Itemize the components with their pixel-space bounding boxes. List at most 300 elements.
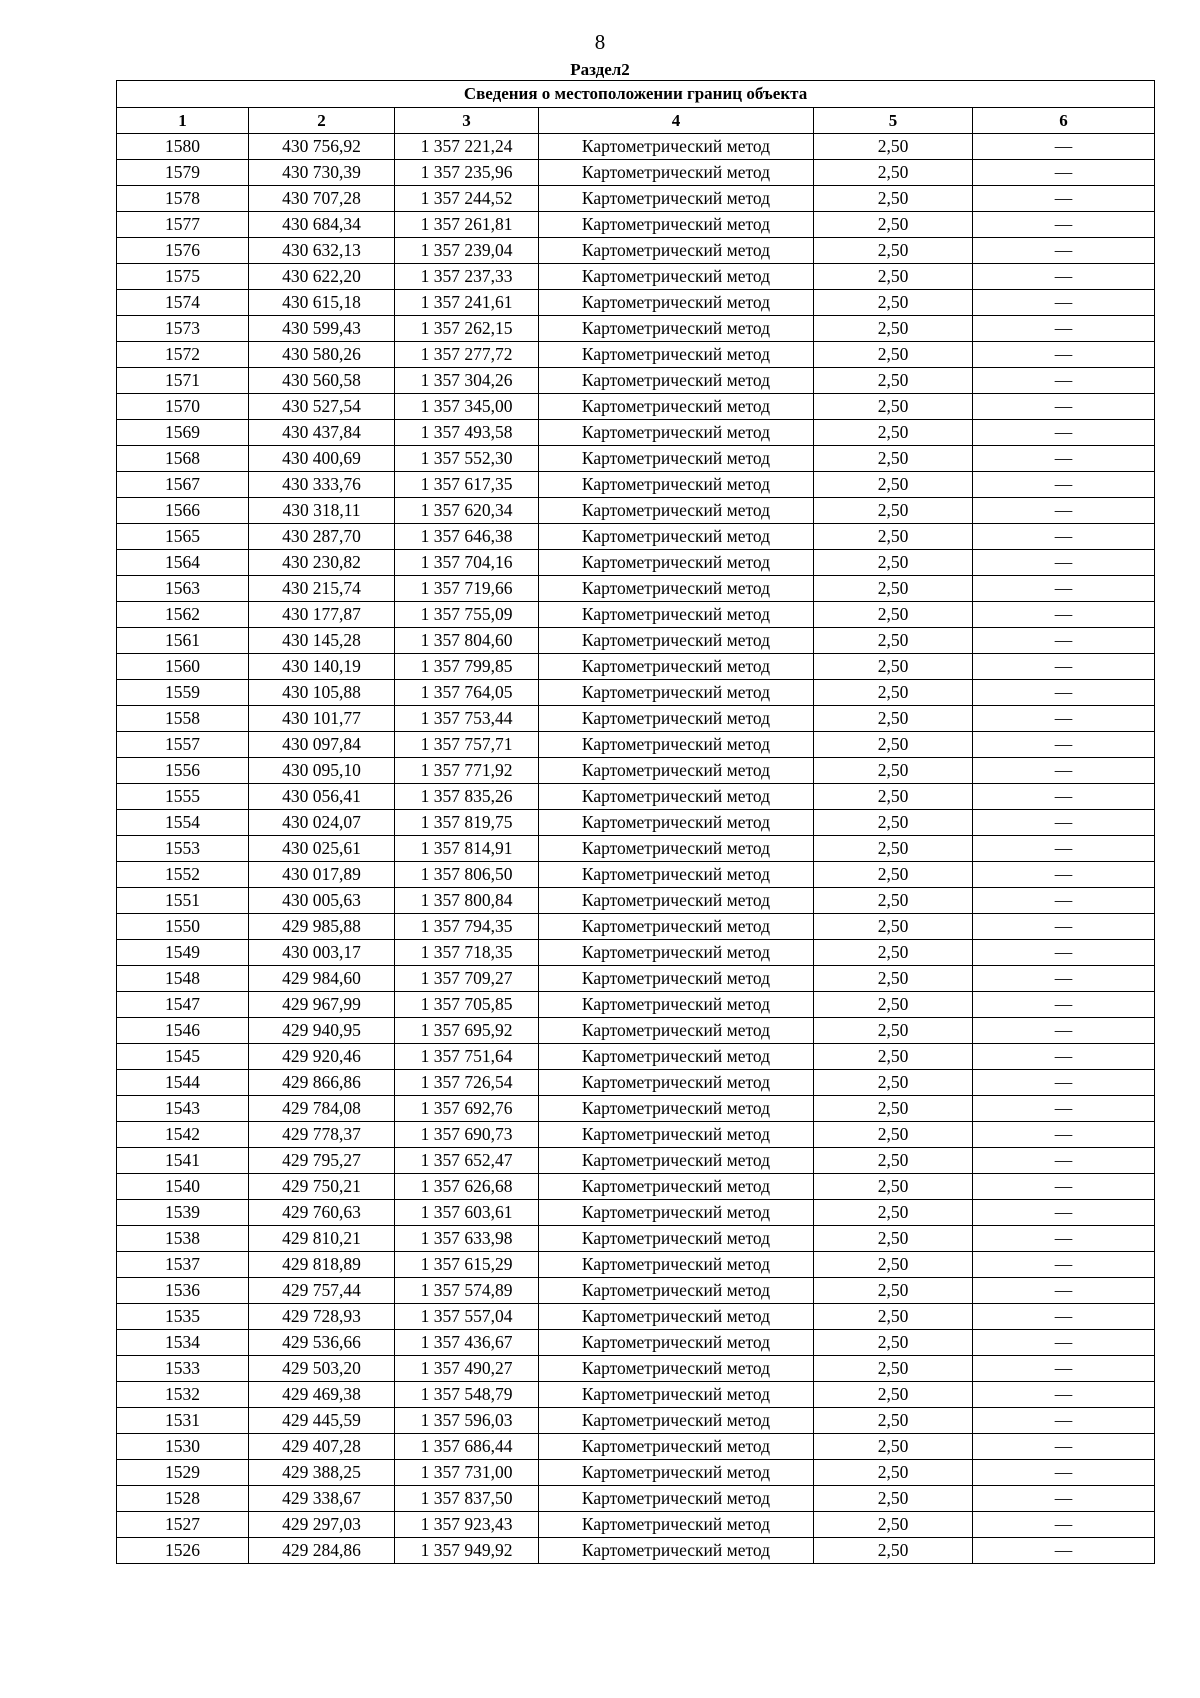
- x-coordinate-cell: 430 105,88: [249, 680, 395, 706]
- description-cell: —: [973, 784, 1155, 810]
- table-caption: Сведения о местоположении границ объекта: [117, 81, 1155, 108]
- column-number: 5: [814, 108, 973, 134]
- method-cell: Картометрический метод: [539, 888, 814, 914]
- description-cell: —: [973, 940, 1155, 966]
- point-number-cell: 1580: [117, 134, 249, 160]
- description-cell: —: [973, 914, 1155, 940]
- point-number-cell: 1535: [117, 1304, 249, 1330]
- description-cell: —: [973, 836, 1155, 862]
- method-cell: Картометрический метод: [539, 1434, 814, 1460]
- method-cell: Картометрический метод: [539, 368, 814, 394]
- description-cell: —: [973, 316, 1155, 342]
- y-coordinate-cell: 1 357 596,03: [395, 1408, 539, 1434]
- x-coordinate-cell: 429 338,67: [249, 1486, 395, 1512]
- table-row: [117, 1356, 1155, 1382]
- point-number-cell: 1578: [117, 186, 249, 212]
- point-number-cell: 1572: [117, 342, 249, 368]
- table-row: [117, 524, 1155, 550]
- y-coordinate-cell: 1 357 490,27: [395, 1356, 539, 1382]
- x-coordinate-cell: 429 795,27: [249, 1148, 395, 1174]
- table-row: [117, 394, 1155, 420]
- point-number-cell: 1539: [117, 1200, 249, 1226]
- point-number-cell: 1574: [117, 290, 249, 316]
- description-cell: —: [973, 264, 1155, 290]
- description-cell: —: [973, 1096, 1155, 1122]
- accuracy-cell: 2,50: [814, 1044, 973, 1070]
- accuracy-cell: 2,50: [814, 342, 973, 368]
- method-cell: Картометрический метод: [539, 1512, 814, 1538]
- description-cell: —: [973, 602, 1155, 628]
- accuracy-cell: 2,50: [814, 1304, 973, 1330]
- x-coordinate-cell: 430 437,84: [249, 420, 395, 446]
- method-cell: Картометрический метод: [539, 1070, 814, 1096]
- description-cell: —: [973, 1226, 1155, 1252]
- x-coordinate-cell: 430 318,11: [249, 498, 395, 524]
- table-row: [117, 654, 1155, 680]
- page-number: 8: [594, 30, 606, 54]
- method-cell: Картометрический метод: [539, 1122, 814, 1148]
- x-coordinate-cell: 430 003,17: [249, 940, 395, 966]
- point-number-cell: 1542: [117, 1122, 249, 1148]
- method-cell: Картометрический метод: [539, 1018, 814, 1044]
- method-cell: Картометрический метод: [539, 992, 814, 1018]
- x-coordinate-cell: 429 760,63: [249, 1200, 395, 1226]
- description-cell: —: [973, 1252, 1155, 1278]
- accuracy-cell: 2,50: [814, 160, 973, 186]
- description-cell: —: [973, 576, 1155, 602]
- x-coordinate-cell: 429 920,46: [249, 1044, 395, 1070]
- point-number-cell: 1562: [117, 602, 249, 628]
- description-cell: —: [973, 212, 1155, 238]
- y-coordinate-cell: 1 357 794,35: [395, 914, 539, 940]
- x-coordinate-cell: 429 985,88: [249, 914, 395, 940]
- point-number-cell: 1530: [117, 1434, 249, 1460]
- accuracy-cell: 2,50: [814, 1070, 973, 1096]
- method-cell: Картометрический метод: [539, 862, 814, 888]
- accuracy-cell: 2,50: [814, 1512, 973, 1538]
- description-cell: —: [973, 368, 1155, 394]
- method-cell: Картометрический метод: [539, 1174, 814, 1200]
- y-coordinate-cell: 1 357 304,26: [395, 368, 539, 394]
- accuracy-cell: 2,50: [814, 134, 973, 160]
- table-row: [117, 1460, 1155, 1486]
- accuracy-cell: 2,50: [814, 238, 973, 264]
- x-coordinate-cell: 429 750,21: [249, 1174, 395, 1200]
- accuracy-cell: 2,50: [814, 576, 973, 602]
- x-coordinate-cell: 429 778,37: [249, 1122, 395, 1148]
- method-cell: Картометрический метод: [539, 1486, 814, 1512]
- y-coordinate-cell: 1 357 262,15: [395, 316, 539, 342]
- y-coordinate-cell: 1 357 686,44: [395, 1434, 539, 1460]
- table-row: [117, 264, 1155, 290]
- y-coordinate-cell: 1 357 731,00: [395, 1460, 539, 1486]
- description-cell: —: [973, 342, 1155, 368]
- method-cell: Картометрический метод: [539, 212, 814, 238]
- table-row: [117, 1278, 1155, 1304]
- accuracy-cell: 2,50: [814, 1148, 973, 1174]
- point-number-cell: 1529: [117, 1460, 249, 1486]
- y-coordinate-cell: 1 357 690,73: [395, 1122, 539, 1148]
- x-coordinate-cell: 430 756,92: [249, 134, 395, 160]
- y-coordinate-cell: 1 357 719,66: [395, 576, 539, 602]
- y-coordinate-cell: 1 357 923,43: [395, 1512, 539, 1538]
- x-coordinate-cell: 430 005,63: [249, 888, 395, 914]
- y-coordinate-cell: 1 357 819,75: [395, 810, 539, 836]
- accuracy-cell: 2,50: [814, 758, 973, 784]
- description-cell: —: [973, 134, 1155, 160]
- table-body: [117, 134, 1155, 1564]
- y-coordinate-cell: 1 357 709,27: [395, 966, 539, 992]
- accuracy-cell: 2,50: [814, 1460, 973, 1486]
- y-coordinate-cell: 1 357 799,85: [395, 654, 539, 680]
- point-number-cell: 1547: [117, 992, 249, 1018]
- accuracy-cell: 2,50: [814, 212, 973, 238]
- point-number-cell: 1575: [117, 264, 249, 290]
- point-number-cell: 1557: [117, 732, 249, 758]
- x-coordinate-cell: 430 632,13: [249, 238, 395, 264]
- table-row: [117, 706, 1155, 732]
- table-row: [117, 1252, 1155, 1278]
- table-row: [117, 1382, 1155, 1408]
- table-row: [117, 914, 1155, 940]
- point-number-cell: 1555: [117, 784, 249, 810]
- method-cell: Картометрический метод: [539, 1304, 814, 1330]
- x-coordinate-cell: 430 560,58: [249, 368, 395, 394]
- method-cell: Картометрический метод: [539, 238, 814, 264]
- x-coordinate-cell: 429 503,20: [249, 1356, 395, 1382]
- description-cell: —: [973, 1018, 1155, 1044]
- table-row: [117, 1096, 1155, 1122]
- y-coordinate-cell: 1 357 574,89: [395, 1278, 539, 1304]
- description-cell: —: [973, 1356, 1155, 1382]
- accuracy-cell: 2,50: [814, 420, 973, 446]
- table-row: [117, 1226, 1155, 1252]
- table-row: [117, 1148, 1155, 1174]
- point-number-cell: 1532: [117, 1382, 249, 1408]
- method-cell: Картометрический метод: [539, 134, 814, 160]
- x-coordinate-cell: 430 140,19: [249, 654, 395, 680]
- table-row: [117, 992, 1155, 1018]
- method-cell: Картометрический метод: [539, 524, 814, 550]
- accuracy-cell: 2,50: [814, 186, 973, 212]
- x-coordinate-cell: 429 445,59: [249, 1408, 395, 1434]
- description-cell: —: [973, 550, 1155, 576]
- y-coordinate-cell: 1 357 620,34: [395, 498, 539, 524]
- description-cell: —: [973, 1330, 1155, 1356]
- point-number-cell: 1560: [117, 654, 249, 680]
- x-coordinate-cell: 429 866,86: [249, 1070, 395, 1096]
- table-row: [117, 1538, 1155, 1564]
- table-row: [117, 290, 1155, 316]
- x-coordinate-cell: 429 940,95: [249, 1018, 395, 1044]
- point-number-cell: 1527: [117, 1512, 249, 1538]
- method-cell: Картометрический метод: [539, 1460, 814, 1486]
- accuracy-cell: 2,50: [814, 498, 973, 524]
- y-coordinate-cell: 1 357 771,92: [395, 758, 539, 784]
- method-cell: Картометрический метод: [539, 1330, 814, 1356]
- x-coordinate-cell: 430 707,28: [249, 186, 395, 212]
- point-number-cell: 1552: [117, 862, 249, 888]
- accuracy-cell: 2,50: [814, 940, 973, 966]
- y-coordinate-cell: 1 357 626,68: [395, 1174, 539, 1200]
- y-coordinate-cell: 1 357 949,92: [395, 1538, 539, 1564]
- method-cell: Картометрический метод: [539, 758, 814, 784]
- x-coordinate-cell: 430 215,74: [249, 576, 395, 602]
- point-number-cell: 1565: [117, 524, 249, 550]
- accuracy-cell: 2,50: [814, 654, 973, 680]
- point-number-cell: 1570: [117, 394, 249, 420]
- point-number-cell: 1561: [117, 628, 249, 654]
- table-row: [117, 810, 1155, 836]
- description-cell: —: [973, 992, 1155, 1018]
- point-number-cell: 1563: [117, 576, 249, 602]
- y-coordinate-cell: 1 357 751,64: [395, 1044, 539, 1070]
- point-number-cell: 1554: [117, 810, 249, 836]
- y-coordinate-cell: 1 357 726,54: [395, 1070, 539, 1096]
- y-coordinate-cell: 1 357 757,71: [395, 732, 539, 758]
- description-cell: —: [973, 524, 1155, 550]
- description-cell: —: [973, 394, 1155, 420]
- y-coordinate-cell: 1 357 548,79: [395, 1382, 539, 1408]
- accuracy-cell: 2,50: [814, 1174, 973, 1200]
- point-number-cell: 1538: [117, 1226, 249, 1252]
- section-title: Раздел2: [570, 60, 630, 79]
- table-row: [117, 1434, 1155, 1460]
- x-coordinate-cell: 429 784,08: [249, 1096, 395, 1122]
- accuracy-cell: 2,50: [814, 1200, 973, 1226]
- accuracy-cell: 2,50: [814, 1096, 973, 1122]
- table-row: [117, 550, 1155, 576]
- accuracy-cell: 2,50: [814, 472, 973, 498]
- accuracy-cell: 2,50: [814, 628, 973, 654]
- point-number-cell: 1550: [117, 914, 249, 940]
- y-coordinate-cell: 1 357 552,30: [395, 446, 539, 472]
- y-coordinate-cell: 1 357 800,84: [395, 888, 539, 914]
- method-cell: Картометрический метод: [539, 1096, 814, 1122]
- point-number-cell: 1569: [117, 420, 249, 446]
- method-cell: Картометрический метод: [539, 1356, 814, 1382]
- accuracy-cell: 2,50: [814, 264, 973, 290]
- x-coordinate-cell: 430 622,20: [249, 264, 395, 290]
- table-row: [117, 420, 1155, 446]
- method-cell: Картометрический метод: [539, 420, 814, 446]
- table-row: [117, 1018, 1155, 1044]
- method-cell: Картометрический метод: [539, 550, 814, 576]
- x-coordinate-cell: 430 580,26: [249, 342, 395, 368]
- x-coordinate-cell: 430 145,28: [249, 628, 395, 654]
- x-coordinate-cell: 430 684,34: [249, 212, 395, 238]
- x-coordinate-cell: 429 757,44: [249, 1278, 395, 1304]
- y-coordinate-cell: 1 357 221,24: [395, 134, 539, 160]
- y-coordinate-cell: 1 357 239,04: [395, 238, 539, 264]
- y-coordinate-cell: 1 357 261,81: [395, 212, 539, 238]
- y-coordinate-cell: 1 357 615,29: [395, 1252, 539, 1278]
- description-cell: —: [973, 628, 1155, 654]
- description-cell: —: [973, 498, 1155, 524]
- x-coordinate-cell: 429 810,21: [249, 1226, 395, 1252]
- description-cell: —: [973, 472, 1155, 498]
- description-cell: —: [973, 420, 1155, 446]
- table-row: [117, 1486, 1155, 1512]
- x-coordinate-cell: 430 599,43: [249, 316, 395, 342]
- table-row: [117, 1200, 1155, 1226]
- description-cell: —: [973, 1174, 1155, 1200]
- point-number-cell: 1579: [117, 160, 249, 186]
- table-row: [117, 1070, 1155, 1096]
- y-coordinate-cell: 1 357 718,35: [395, 940, 539, 966]
- method-cell: Картометрический метод: [539, 732, 814, 758]
- y-coordinate-cell: 1 357 646,38: [395, 524, 539, 550]
- method-cell: Картометрический метод: [539, 316, 814, 342]
- accuracy-cell: 2,50: [814, 524, 973, 550]
- x-coordinate-cell: 429 297,03: [249, 1512, 395, 1538]
- y-coordinate-cell: 1 357 764,05: [395, 680, 539, 706]
- accuracy-cell: 2,50: [814, 706, 973, 732]
- point-number-cell: 1533: [117, 1356, 249, 1382]
- y-coordinate-cell: 1 357 237,33: [395, 264, 539, 290]
- table-row: [117, 628, 1155, 654]
- method-cell: Картометрический метод: [539, 472, 814, 498]
- point-number-cell: 1546: [117, 1018, 249, 1044]
- x-coordinate-cell: 429 469,38: [249, 1382, 395, 1408]
- method-cell: Картометрический метод: [539, 186, 814, 212]
- table-row: [117, 342, 1155, 368]
- y-coordinate-cell: 1 357 241,61: [395, 290, 539, 316]
- point-number-cell: 1541: [117, 1148, 249, 1174]
- accuracy-cell: 2,50: [814, 992, 973, 1018]
- y-coordinate-cell: 1 357 704,16: [395, 550, 539, 576]
- table-row: [117, 940, 1155, 966]
- accuracy-cell: 2,50: [814, 1018, 973, 1044]
- point-number-cell: 1558: [117, 706, 249, 732]
- accuracy-cell: 2,50: [814, 1330, 973, 1356]
- x-coordinate-cell: 429 536,66: [249, 1330, 395, 1356]
- point-number-cell: 1528: [117, 1486, 249, 1512]
- y-coordinate-cell: 1 357 692,76: [395, 1096, 539, 1122]
- x-coordinate-cell: 430 400,69: [249, 446, 395, 472]
- accuracy-cell: 2,50: [814, 1382, 973, 1408]
- accuracy-cell: 2,50: [814, 446, 973, 472]
- point-number-cell: 1537: [117, 1252, 249, 1278]
- point-number-cell: 1556: [117, 758, 249, 784]
- table-row: [117, 160, 1155, 186]
- point-number-cell: 1545: [117, 1044, 249, 1070]
- y-coordinate-cell: 1 357 705,85: [395, 992, 539, 1018]
- x-coordinate-cell: 429 407,28: [249, 1434, 395, 1460]
- column-number: 6: [973, 108, 1155, 134]
- x-coordinate-cell: 430 730,39: [249, 160, 395, 186]
- y-coordinate-cell: 1 357 557,04: [395, 1304, 539, 1330]
- y-coordinate-cell: 1 357 652,47: [395, 1148, 539, 1174]
- point-number-cell: 1564: [117, 550, 249, 576]
- table-row: [117, 680, 1155, 706]
- description-cell: —: [973, 186, 1155, 212]
- accuracy-cell: 2,50: [814, 862, 973, 888]
- column-number: 1: [117, 108, 249, 134]
- y-coordinate-cell: 1 357 244,52: [395, 186, 539, 212]
- boundary-coordinates-table: [116, 80, 1155, 1564]
- y-coordinate-cell: 1 357 806,50: [395, 862, 539, 888]
- x-coordinate-cell: 429 284,86: [249, 1538, 395, 1564]
- y-coordinate-cell: 1 357 695,92: [395, 1018, 539, 1044]
- accuracy-cell: 2,50: [814, 810, 973, 836]
- point-number-cell: 1566: [117, 498, 249, 524]
- accuracy-cell: 2,50: [814, 1356, 973, 1382]
- accuracy-cell: 2,50: [814, 1252, 973, 1278]
- method-cell: Картометрический метод: [539, 1044, 814, 1070]
- accuracy-cell: 2,50: [814, 316, 973, 342]
- y-coordinate-cell: 1 357 633,98: [395, 1226, 539, 1252]
- y-coordinate-cell: 1 357 814,91: [395, 836, 539, 862]
- table-row: [117, 446, 1155, 472]
- method-cell: Картометрический метод: [539, 1252, 814, 1278]
- description-cell: —: [973, 888, 1155, 914]
- description-cell: —: [973, 1070, 1155, 1096]
- description-cell: —: [973, 1512, 1155, 1538]
- table-row: [117, 1330, 1155, 1356]
- table-row: [117, 602, 1155, 628]
- point-number-cell: 1577: [117, 212, 249, 238]
- description-cell: —: [973, 1122, 1155, 1148]
- method-cell: Картометрический метод: [539, 446, 814, 472]
- method-cell: Картометрический метод: [539, 1408, 814, 1434]
- description-cell: —: [973, 1304, 1155, 1330]
- x-coordinate-cell: 430 230,82: [249, 550, 395, 576]
- accuracy-cell: 2,50: [814, 550, 973, 576]
- x-coordinate-cell: 429 818,89: [249, 1252, 395, 1278]
- point-number-cell: 1544: [117, 1070, 249, 1096]
- description-cell: —: [973, 1538, 1155, 1564]
- description-cell: —: [973, 1408, 1155, 1434]
- x-coordinate-cell: 430 287,70: [249, 524, 395, 550]
- x-coordinate-cell: 430 097,84: [249, 732, 395, 758]
- method-cell: Картометрический метод: [539, 342, 814, 368]
- y-coordinate-cell: 1 357 804,60: [395, 628, 539, 654]
- method-cell: Картометрический метод: [539, 784, 814, 810]
- method-cell: Картометрический метод: [539, 1278, 814, 1304]
- point-number-cell: 1531: [117, 1408, 249, 1434]
- table-row: [117, 784, 1155, 810]
- method-cell: Картометрический метод: [539, 706, 814, 732]
- table-row: [117, 758, 1155, 784]
- y-coordinate-cell: 1 357 235,96: [395, 160, 539, 186]
- point-number-cell: 1576: [117, 238, 249, 264]
- y-coordinate-cell: 1 357 603,61: [395, 1200, 539, 1226]
- method-cell: Картометрический метод: [539, 1382, 814, 1408]
- method-cell: Картометрический метод: [539, 914, 814, 940]
- point-number-cell: 1543: [117, 1096, 249, 1122]
- accuracy-cell: 2,50: [814, 1434, 973, 1460]
- x-coordinate-cell: 430 615,18: [249, 290, 395, 316]
- description-cell: —: [973, 680, 1155, 706]
- table-row: [117, 1304, 1155, 1330]
- table-row: [117, 1044, 1155, 1070]
- column-number: 4: [539, 108, 814, 134]
- method-cell: Картометрический метод: [539, 1148, 814, 1174]
- table-row: [117, 238, 1155, 264]
- table-row: [117, 1408, 1155, 1434]
- point-number-cell: 1536: [117, 1278, 249, 1304]
- table-row: [117, 212, 1155, 238]
- method-cell: Картометрический метод: [539, 290, 814, 316]
- accuracy-cell: 2,50: [814, 290, 973, 316]
- x-coordinate-cell: 430 024,07: [249, 810, 395, 836]
- accuracy-cell: 2,50: [814, 1278, 973, 1304]
- y-coordinate-cell: 1 357 617,35: [395, 472, 539, 498]
- point-number-cell: 1568: [117, 446, 249, 472]
- table-row: [117, 836, 1155, 862]
- method-cell: Картометрический метод: [539, 498, 814, 524]
